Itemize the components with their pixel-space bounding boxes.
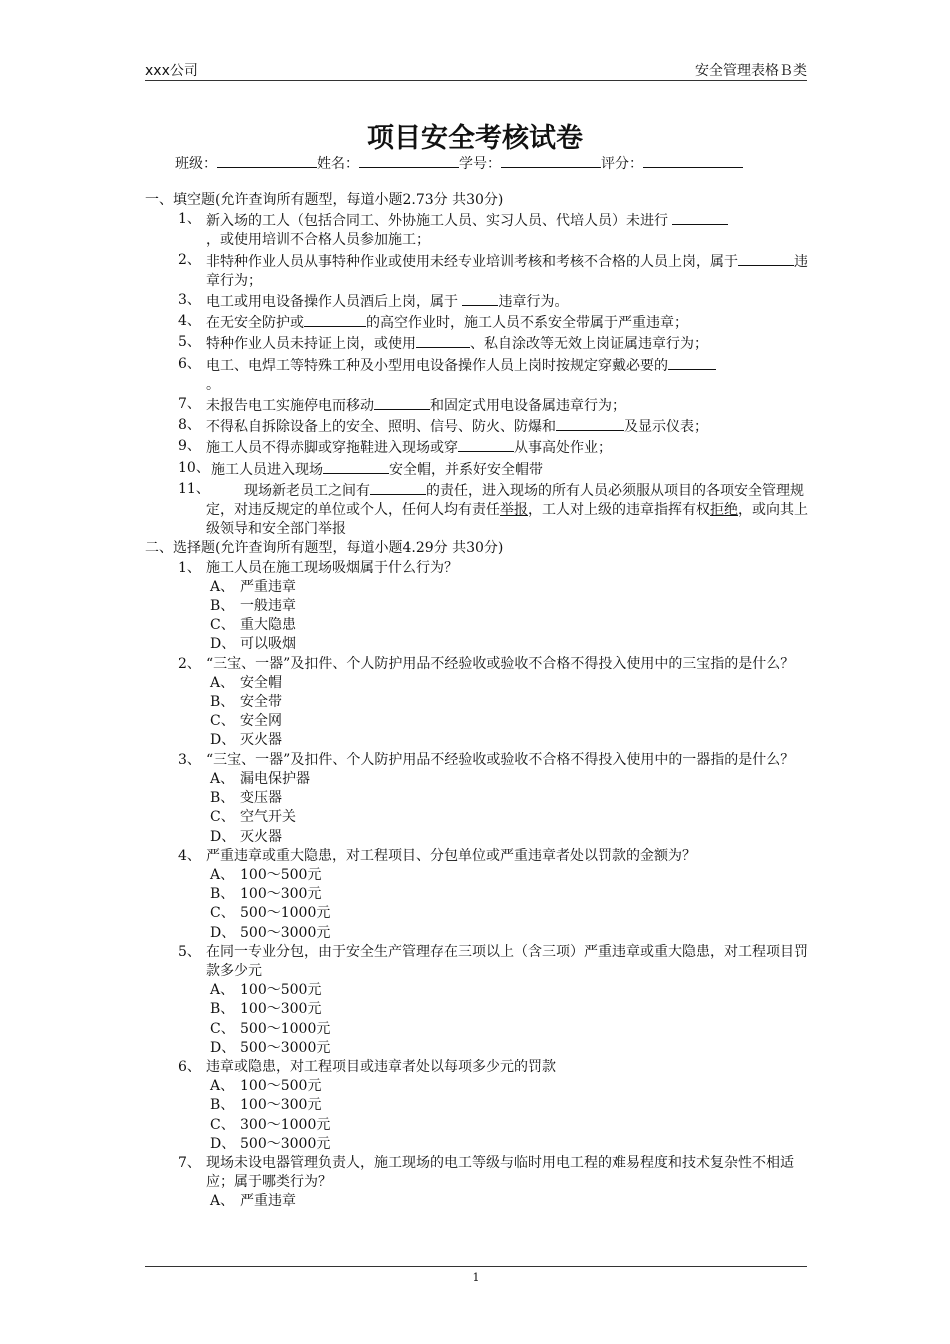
question-number: 6、 bbox=[178, 1058, 201, 1075]
question-text: 从事高处作业； bbox=[514, 440, 612, 457]
section-choice-heading: 二、选择题(允许查询所有题型，每道小题4.29分 共30分) bbox=[145, 540, 504, 557]
question-number: 7、 bbox=[178, 396, 201, 413]
answer-blank[interactable] bbox=[374, 395, 430, 410]
score-blank[interactable] bbox=[643, 153, 743, 168]
question-text: 施工人员在施工现场吸烟属于什么行为？ bbox=[206, 559, 458, 576]
question-text: 。 bbox=[206, 376, 220, 393]
option-letter: C、 bbox=[210, 1116, 235, 1133]
fill-question bbox=[145, 395, 810, 416]
question-text: 电工或用电设备操作人员酒后上岗，属于 bbox=[206, 294, 463, 311]
option-text: 500～3000元 bbox=[240, 1039, 331, 1056]
question-number: 1、 bbox=[178, 559, 201, 576]
question-number: 10、 bbox=[178, 459, 210, 476]
question-text: 现场未设电器管理负责人，施工现场的电工等级与临时用电工程的难易程度和技术复杂性不相适应；属于哪类行为？ bbox=[206, 1154, 794, 1191]
option-letter: A、 bbox=[210, 982, 235, 999]
question-text: 新入场的工人（包括合同工、外协施工人员、实习人员、代培人员）未进行 bbox=[206, 213, 673, 230]
option-letter: B、 bbox=[210, 886, 235, 903]
option-text: 100～500元 bbox=[240, 982, 322, 999]
question-text: 严重违章或重大隐患，对工程项目、分包单位或严重违章者处以罚款的金额为？ bbox=[206, 847, 696, 864]
question-text: 在无安全防护或 bbox=[206, 315, 304, 332]
fill-question bbox=[145, 333, 810, 354]
option-text: 灭火器 bbox=[240, 828, 282, 845]
option-text: 500～1000元 bbox=[240, 905, 331, 922]
choice-question bbox=[145, 655, 810, 674]
question-number: 8、 bbox=[178, 417, 201, 434]
answer-option[interactable] bbox=[145, 1077, 810, 1096]
answer-option[interactable] bbox=[145, 731, 810, 750]
option-text: 500～3000元 bbox=[240, 924, 331, 941]
option-letter: B、 bbox=[210, 790, 235, 807]
option-text: 一般违章 bbox=[240, 598, 296, 615]
answer-option[interactable] bbox=[145, 924, 810, 943]
question-number: 2、 bbox=[178, 251, 201, 268]
option-letter: A、 bbox=[210, 770, 235, 787]
question-number: 3、 bbox=[178, 751, 201, 768]
answer-option[interactable] bbox=[145, 789, 810, 808]
answer-option[interactable] bbox=[145, 597, 810, 616]
answer-option[interactable] bbox=[145, 981, 810, 1000]
option-letter: A、 bbox=[210, 1193, 235, 1210]
page-number: 1 bbox=[472, 1271, 480, 1284]
question-text: 非特种作业人员从事特种作业或使用未经专业培训考核和考核不合格的人员上岗，属于 bbox=[206, 253, 738, 270]
question-number: 11、 bbox=[178, 480, 210, 497]
score-label: 评分： bbox=[601, 156, 643, 172]
question-text: 的高空作业时，施工人员不系安全带属于严重违章； bbox=[366, 315, 688, 332]
option-letter: C、 bbox=[210, 713, 235, 730]
answer-blank[interactable] bbox=[738, 251, 794, 266]
question-text: ，或使用培训不合格人员参加施工； bbox=[206, 232, 430, 249]
answer-option[interactable] bbox=[145, 1039, 810, 1058]
underlined-term: 拒绝 bbox=[710, 502, 738, 519]
question-text: 和固定式用电设备属违章行为； bbox=[430, 398, 626, 415]
fill-question bbox=[145, 459, 810, 480]
choice-question bbox=[145, 1154, 810, 1192]
question-text: 违章行为； bbox=[206, 253, 808, 289]
question-text: 特种作业人员未持证上岗，或使用 bbox=[206, 336, 416, 353]
answer-option[interactable] bbox=[145, 885, 810, 904]
option-letter: B、 bbox=[210, 694, 235, 711]
answer-option[interactable] bbox=[145, 1000, 810, 1019]
option-letter: C、 bbox=[210, 1020, 235, 1037]
option-text: 可以吸烟 bbox=[240, 636, 296, 653]
option-text: 安全网 bbox=[240, 713, 282, 730]
option-text: 500～3000元 bbox=[240, 1135, 331, 1152]
answer-option[interactable] bbox=[145, 808, 810, 827]
fill-question bbox=[145, 355, 810, 395]
answer-blank[interactable] bbox=[370, 480, 426, 495]
option-letter: C、 bbox=[210, 905, 235, 922]
answer-option[interactable] bbox=[145, 828, 810, 847]
class-label: 班级： bbox=[175, 156, 217, 172]
choice-question bbox=[145, 943, 810, 981]
question-text: 的责任，进入现场的所有人员必须服从项目的各项安全管理规定，对违反规定的单位或个人，任何人均有责任 bbox=[206, 482, 804, 519]
choice-question bbox=[145, 559, 810, 578]
choice-question bbox=[145, 847, 810, 866]
fill-question bbox=[145, 416, 810, 437]
option-letter: A、 bbox=[210, 674, 235, 691]
option-text: 100～300元 bbox=[240, 1001, 322, 1018]
answer-option[interactable] bbox=[145, 1096, 810, 1115]
option-text: 漏电保护器 bbox=[240, 770, 310, 787]
option-text: 300～1000元 bbox=[240, 1116, 331, 1133]
question-text: 现场新老员工之间有 bbox=[244, 482, 370, 499]
answer-blank[interactable] bbox=[416, 333, 470, 348]
answer-blank[interactable] bbox=[304, 312, 366, 327]
name-blank[interactable] bbox=[359, 153, 459, 168]
question-text: 施工人员不得赤脚或穿拖鞋进入现场或穿 bbox=[206, 440, 458, 457]
answer-option[interactable] bbox=[145, 770, 810, 789]
option-text: 安全帽 bbox=[240, 674, 282, 691]
option-text: 100～300元 bbox=[240, 1097, 322, 1114]
question-text: 施工人员进入现场 bbox=[211, 461, 323, 478]
question-text: 电工、电焊工等特殊工种及小型用电设备操作人员上岗时按规定穿戴必要的 bbox=[206, 357, 668, 374]
fill-question bbox=[145, 291, 810, 312]
answer-option[interactable] bbox=[145, 1020, 810, 1039]
question-text: “三宝、一器”及扣件、个人防护用品不经验收或验收不合格不得投入使用中的三宝指的是什么？ bbox=[206, 655, 795, 672]
answer-option[interactable] bbox=[145, 693, 810, 712]
id-blank[interactable] bbox=[501, 153, 601, 168]
student-info-line bbox=[175, 153, 743, 173]
option-text: 500～1000元 bbox=[240, 1020, 331, 1037]
choice-question-list bbox=[145, 559, 810, 1212]
option-text: 100～500元 bbox=[240, 1078, 322, 1095]
option-letter: D、 bbox=[210, 636, 236, 653]
page-footer bbox=[145, 1266, 807, 1284]
exam-content bbox=[145, 191, 810, 1212]
answer-option[interactable] bbox=[145, 904, 810, 923]
option-letter: B、 bbox=[210, 1001, 235, 1018]
option-text: 100～500元 bbox=[240, 866, 322, 883]
class-blank[interactable] bbox=[217, 153, 317, 168]
answer-blank[interactable] bbox=[668, 355, 716, 370]
name-label: 姓名： bbox=[317, 156, 359, 172]
question-text: 安全帽，并系好安全帽带 bbox=[389, 461, 543, 478]
question-text: 违章行为。 bbox=[498, 294, 569, 311]
option-letter: D、 bbox=[210, 1135, 236, 1152]
option-text: 安全带 bbox=[240, 694, 282, 711]
option-text: 严重违章 bbox=[240, 1193, 296, 1210]
question-text: 及显示仪表； bbox=[624, 419, 708, 436]
page-title: 项目安全考核试卷 bbox=[367, 123, 583, 154]
option-letter: D、 bbox=[210, 732, 236, 749]
answer-option[interactable] bbox=[145, 616, 810, 635]
underlined-term: 举报 bbox=[500, 502, 528, 519]
question-text: 、私自涂改等无效上岗证属违章行为； bbox=[470, 336, 708, 353]
id-label: 学号： bbox=[459, 156, 501, 172]
option-text: 严重违章 bbox=[240, 578, 296, 595]
answer-blank[interactable] bbox=[323, 459, 389, 474]
option-text: 100～300元 bbox=[240, 886, 322, 903]
option-letter: A、 bbox=[210, 1078, 235, 1095]
choice-question bbox=[145, 1058, 810, 1077]
fill-question bbox=[145, 480, 810, 540]
fill-question bbox=[145, 210, 810, 250]
question-number: 4、 bbox=[178, 847, 201, 864]
question-number: 3、 bbox=[178, 292, 201, 309]
answer-blank[interactable] bbox=[462, 291, 498, 306]
question-text: 在同一专业分包，由于安全生产管理存在三项以上（含三项）严重违章或重大隐患，对工程项目罚款多少元 bbox=[206, 943, 808, 979]
option-text: 空气开关 bbox=[240, 809, 296, 826]
question-number: 6、 bbox=[178, 355, 201, 372]
answer-option[interactable] bbox=[145, 674, 810, 693]
page-header bbox=[145, 58, 807, 81]
option-letter: D、 bbox=[210, 924, 236, 941]
question-number: 5、 bbox=[178, 334, 201, 351]
question-text: 不得私自拆除设备上的安全、照明、信号、防火、防爆和 bbox=[206, 419, 556, 436]
answer-option[interactable] bbox=[145, 712, 810, 731]
answer-option[interactable] bbox=[145, 1135, 810, 1154]
option-letter: A、 bbox=[210, 866, 235, 883]
choice-question bbox=[145, 751, 810, 770]
question-number: 7、 bbox=[178, 1154, 201, 1171]
fill-question bbox=[145, 437, 810, 458]
option-letter: D、 bbox=[210, 828, 236, 845]
option-text: 灭火器 bbox=[240, 732, 282, 749]
fill-question bbox=[145, 251, 810, 291]
option-letter: B、 bbox=[210, 1097, 235, 1114]
question-number: 9、 bbox=[178, 438, 201, 455]
question-text: 违章或隐患，对工程项目或违章者处以每项多少元的罚款 bbox=[206, 1058, 556, 1075]
question-text: 未报告电工实施停电而移动 bbox=[206, 398, 374, 415]
question-number: 2、 bbox=[178, 655, 201, 672]
option-letter: C、 bbox=[210, 809, 235, 826]
section-fill-blank-heading: 一、填空题(允许查询所有题型，每道小题2.73分 共30分) bbox=[145, 192, 504, 208]
option-letter: B、 bbox=[210, 598, 235, 615]
answer-blank[interactable] bbox=[556, 416, 624, 431]
question-text: “三宝、一器”及扣件、个人防护用品不经验收或验收不合格不得投入使用中的一器指的是什么？ bbox=[206, 751, 795, 768]
option-text: 变压器 bbox=[240, 790, 282, 807]
form-category: 安全管理表格Ｂ类 bbox=[695, 63, 807, 79]
option-letter: A、 bbox=[210, 578, 235, 595]
answer-blank[interactable] bbox=[458, 437, 514, 452]
answer-option[interactable] bbox=[145, 866, 810, 885]
question-number: 4、 bbox=[178, 313, 201, 330]
option-letter: D、 bbox=[210, 1039, 236, 1056]
answer-option[interactable] bbox=[145, 578, 810, 597]
question-text: ，工人对上级的违章指挥有权 bbox=[528, 502, 710, 519]
question-number: 1、 bbox=[178, 211, 201, 228]
question-number: 5、 bbox=[178, 943, 201, 960]
answer-blank[interactable] bbox=[672, 210, 728, 225]
answer-option[interactable] bbox=[145, 1192, 810, 1211]
option-letter: C、 bbox=[210, 617, 235, 634]
question-text: ，或向其上级领导和安全部门举报 bbox=[206, 502, 808, 538]
answer-option[interactable] bbox=[145, 1116, 810, 1135]
company-name: xxx公司 bbox=[145, 63, 198, 79]
option-text: 重大隐患 bbox=[240, 617, 296, 634]
fill-question bbox=[145, 312, 810, 333]
answer-option[interactable] bbox=[145, 635, 810, 654]
